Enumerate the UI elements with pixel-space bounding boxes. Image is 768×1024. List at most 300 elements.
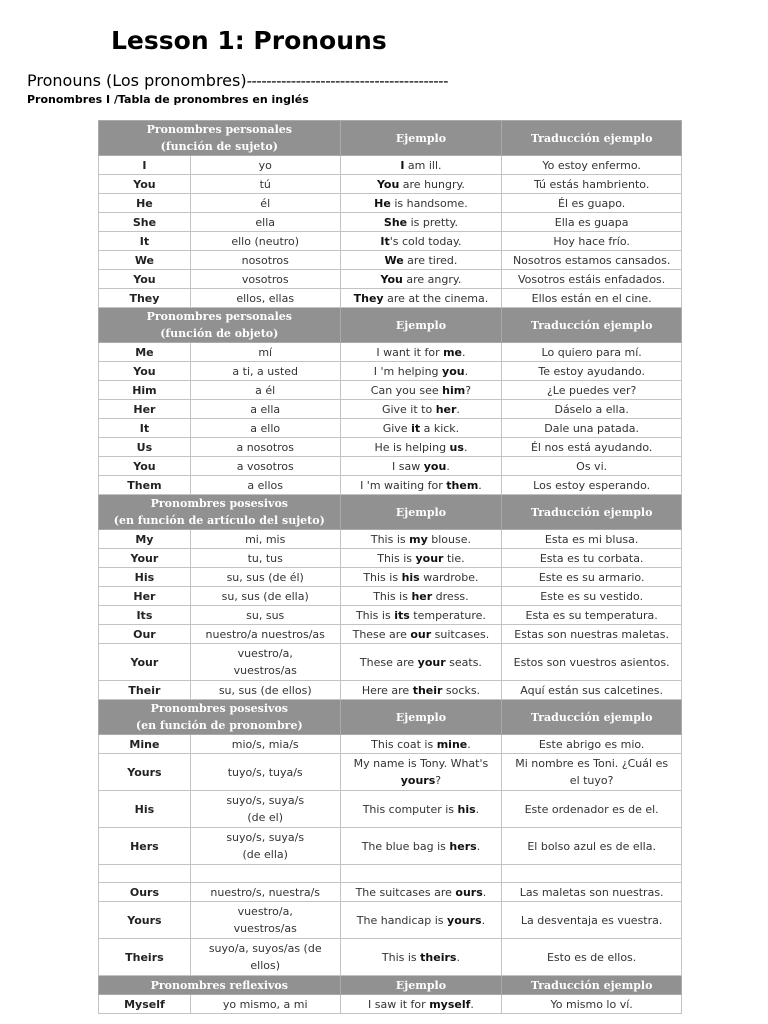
translation-cell [502, 530, 682, 549]
translation-line: Aquí están sus calcetines. [520, 683, 664, 697]
example-cell [340, 213, 502, 232]
column-header-example: Ejemplo [340, 976, 502, 995]
pronoun-cell: Your [99, 644, 191, 681]
example-text: This is [355, 608, 395, 622]
meaning-cell [190, 681, 340, 700]
translation-cell [502, 644, 682, 681]
meaning-line: mio/s, mia/s [231, 737, 299, 751]
table-row [99, 681, 682, 700]
table-row [99, 400, 682, 419]
example-text: Here are [361, 683, 413, 697]
meaning-line: ella [255, 215, 276, 229]
example-text: The handicap is [356, 913, 448, 927]
example-pronoun: you [423, 459, 447, 473]
example-text: are at the cinema. [383, 291, 489, 305]
example-text: This is [363, 570, 402, 584]
meaning-line: a él [255, 383, 276, 397]
table-row [99, 995, 682, 1014]
example-pronoun: He [374, 196, 391, 210]
example-text: These are [352, 627, 411, 641]
example-pronoun: I [400, 158, 405, 172]
example-pronoun: their [412, 683, 443, 697]
translation-line: Ellos están en el cine. [531, 291, 652, 305]
pronoun-cell: She [99, 213, 191, 232]
page-title: Lesson 1: Pronouns [111, 26, 387, 55]
meaning-cell [190, 568, 340, 587]
meaning-line: su, sus (de él) [226, 570, 304, 584]
example-pronoun: theirs [420, 950, 457, 964]
translation-line: El bolso azul es de ella. [527, 839, 656, 853]
section-header-row [99, 121, 682, 156]
example-cell [340, 549, 502, 568]
example-pronoun: mine [436, 737, 468, 751]
example-text: . [446, 459, 450, 473]
pronoun-cell: I [99, 156, 191, 175]
example-pronoun: his [457, 802, 476, 816]
table-row [99, 194, 682, 213]
meaning-line: tu, tus [247, 551, 283, 565]
column-header-translation: Traducción ejemplo [502, 700, 682, 735]
example-text: temperature. [409, 608, 486, 622]
section-title-line: Pronombres posesivos [150, 702, 288, 715]
meaning-line: a nosotros [236, 440, 294, 454]
translation-line: el tuyo? [569, 774, 614, 787]
pronoun-cell: It [99, 232, 191, 251]
example-text: This is [381, 950, 421, 964]
example-cell [340, 232, 502, 251]
pronoun-table [98, 120, 682, 1014]
table-row [99, 606, 682, 625]
translation-cell [502, 587, 682, 606]
translation-line: Dale una patada. [544, 421, 639, 435]
example-cell [340, 400, 502, 419]
example-text: . [456, 402, 460, 416]
example-cell [340, 791, 502, 828]
translation-line: Él es guapo. [558, 196, 626, 210]
column-header-translation: Traducción ejemplo [502, 495, 682, 530]
example-cell [340, 175, 502, 194]
table-row [99, 644, 682, 681]
example-cell [340, 194, 502, 213]
section-title-cell [99, 700, 341, 735]
meaning-cell [190, 625, 340, 644]
example-text: 's cold today. [389, 234, 462, 248]
example-cell [340, 587, 502, 606]
example-cell [340, 568, 502, 587]
example-pronoun: myself [429, 997, 471, 1011]
translation-cell [502, 995, 682, 1014]
pronoun-table-body [99, 121, 682, 1014]
example-pronoun: yours [400, 774, 436, 787]
section-title-line: Pronombres personales [146, 123, 292, 136]
example-pronoun: It [380, 234, 390, 248]
example-pronoun: them [446, 478, 479, 492]
pronoun-cell: Mine [99, 735, 191, 754]
table-row [99, 549, 682, 568]
meaning-line: vuestros/as [233, 664, 297, 677]
section-title-cell [99, 308, 341, 343]
translation-cell [502, 270, 682, 289]
example-text: am ill. [404, 158, 442, 172]
translation-cell [502, 213, 682, 232]
example-cell [340, 251, 502, 270]
example-cell [340, 681, 502, 700]
example-text: These are [359, 655, 418, 669]
section-title-line: (en función de pronombre) [135, 719, 303, 732]
translation-line: Yo estoy enfermo. [542, 158, 641, 172]
meaning-cell [190, 419, 340, 438]
example-cell [340, 902, 502, 939]
column-header-example: Ejemplo [340, 308, 502, 343]
example-text: The suitcases are [355, 885, 456, 899]
translation-cell [502, 568, 682, 587]
example-text: ? [435, 774, 442, 787]
translation-cell [502, 606, 682, 625]
example-cell [340, 289, 502, 308]
example-pronoun: hers [449, 839, 477, 853]
translation-line: Dáselo a ella. [554, 402, 629, 416]
translation-line: Las maletas son nuestras. [519, 885, 664, 899]
meaning-cell [190, 270, 340, 289]
table-row [99, 735, 682, 754]
meaning-line: él [260, 196, 271, 210]
meaning-cell [190, 828, 340, 865]
pronoun-cell: Them [99, 476, 191, 495]
example-pronoun: you [442, 364, 465, 378]
pronoun-cell: It [99, 419, 191, 438]
example-cell [340, 270, 502, 289]
table-row [99, 270, 682, 289]
example-text: a kick. [420, 421, 460, 435]
pronoun-cell: Their [99, 681, 191, 700]
table-row [99, 828, 682, 865]
example-text: socks. [442, 683, 481, 697]
pronoun-cell: His [99, 568, 191, 587]
example-pronoun: She [383, 215, 408, 229]
table-row [99, 902, 682, 939]
table-row [99, 939, 682, 976]
example-cell [340, 476, 502, 495]
section-header-row [99, 976, 682, 995]
translation-line: Estas son nuestras maletas. [514, 627, 669, 641]
meaning-cell [190, 232, 340, 251]
meaning-line: vosotros [241, 272, 289, 286]
meaning-line: tuyo/s, tuya/s [227, 765, 303, 779]
example-cell [340, 625, 502, 644]
meaning-cell [190, 644, 340, 681]
meaning-line: tú [259, 177, 271, 191]
meaning-line: a ella [250, 402, 281, 416]
translation-cell [502, 381, 682, 400]
example-text: I 'm helping [373, 364, 443, 378]
example-pronoun: her [435, 402, 457, 416]
column-header-example: Ejemplo [340, 700, 502, 735]
example-text: dress. [432, 589, 469, 603]
column-header-example: Ejemplo [340, 121, 502, 156]
pronoun-cell: He [99, 194, 191, 213]
section-header-row [99, 495, 682, 530]
example-pronoun: our [410, 627, 432, 641]
section-heading-text: Pronouns (Los pronombres) [27, 71, 247, 90]
table-row [99, 883, 682, 902]
meaning-line: su, sus (de ellos) [218, 683, 312, 697]
example-cell [340, 644, 502, 681]
meaning-cell [190, 457, 340, 476]
pronoun-cell: Yours [99, 754, 191, 791]
example-text: . [467, 737, 471, 751]
pronoun-cell: You [99, 270, 191, 289]
translation-cell [502, 175, 682, 194]
example-text: The blue bag is [361, 839, 450, 853]
section-heading-rule: ----------------------------------------- [246, 72, 449, 90]
pronoun-cell: Theirs [99, 939, 191, 976]
example-text: are hungry. [399, 177, 465, 191]
example-text: I 'm waiting for [360, 478, 447, 492]
translation-line: Te estoy ayudando. [538, 364, 645, 378]
translation-cell [502, 681, 682, 700]
example-text: . [462, 345, 466, 359]
meaning-line: yo [258, 158, 272, 172]
table-row [99, 213, 682, 232]
table-row [99, 289, 682, 308]
example-cell [340, 419, 502, 438]
translation-cell [502, 902, 682, 939]
translation-cell [502, 625, 682, 644]
pronoun-cell: Myself [99, 995, 191, 1014]
table-row [99, 754, 682, 791]
meaning-line: ellos) [250, 959, 281, 972]
translation-line: Vosotros estáis enfadados. [518, 272, 666, 286]
pronoun-cell: Our [99, 625, 191, 644]
translation-cell [502, 438, 682, 457]
translation-cell [502, 457, 682, 476]
example-text: suitcases. [431, 627, 490, 641]
section-title-line: (en función de artículo del sujeto) [113, 514, 325, 527]
example-pronoun: his [401, 570, 420, 584]
pronoun-cell: Her [99, 587, 191, 606]
meaning-cell [190, 791, 340, 828]
example-text: . [475, 802, 480, 816]
section-header-row [99, 700, 682, 735]
meaning-cell [190, 289, 340, 308]
example-text: . [464, 364, 469, 378]
example-text: are tired. [403, 253, 458, 267]
example-cell [340, 381, 502, 400]
column-header-translation: Traducción ejemplo [502, 121, 682, 156]
translation-cell [502, 865, 682, 883]
example-text: . [456, 950, 460, 964]
table-row [99, 175, 682, 194]
example-cell [340, 530, 502, 549]
translation-cell [502, 289, 682, 308]
example-cell [340, 343, 502, 362]
translation-cell [502, 419, 682, 438]
example-text: I saw [392, 459, 424, 473]
section-title-cell [99, 121, 341, 156]
example-pronoun: us [449, 440, 464, 454]
meaning-line: mi, mis [245, 532, 286, 546]
translation-line: Este es su vestido. [540, 589, 644, 603]
example-text: . [470, 997, 474, 1011]
example-text: This is [370, 532, 410, 546]
pronoun-cell: Your [99, 549, 191, 568]
meaning-line: nosotros [241, 253, 289, 267]
meaning-line: ello (neutro) [231, 234, 300, 248]
translation-line: Mi nombre es Toni. ¿Cuál es [515, 757, 669, 770]
table-row [99, 419, 682, 438]
example-pronoun: your [417, 655, 446, 669]
example-text: This coat is [371, 737, 437, 751]
translation-cell [502, 883, 682, 902]
translation-line: Estos son vuestros asientos. [513, 655, 670, 669]
translation-line: ¿Le puedes ver? [546, 383, 637, 397]
pronoun-cell: You [99, 362, 191, 381]
example-cell [340, 156, 502, 175]
section-header-row [99, 308, 682, 343]
pronoun-cell: You [99, 175, 191, 194]
pronoun-cell: They [99, 289, 191, 308]
pronoun-cell: His [99, 791, 191, 828]
meaning-line: suyo/s, suya/s [226, 794, 305, 807]
translation-cell [502, 251, 682, 270]
column-header-example: Ejemplo [340, 495, 502, 530]
example-pronoun: They [353, 291, 384, 305]
example-text: . [478, 478, 482, 492]
example-text: He is helping [374, 440, 450, 454]
section-title-cell [99, 976, 341, 995]
translation-line: Este abrigo es mio. [538, 737, 645, 751]
example-text: are angry. [402, 272, 462, 286]
translation-line: Yo mismo lo ví. [550, 997, 633, 1011]
example-cell [340, 457, 502, 476]
example-text: My name is Tony. What's [353, 757, 489, 770]
translation-cell [502, 735, 682, 754]
translation-cell [502, 362, 682, 381]
meaning-cell [190, 381, 340, 400]
example-text: ? [465, 383, 472, 397]
meaning-cell [190, 939, 340, 976]
example-text: I saw it for [367, 997, 430, 1011]
meaning-cell [190, 476, 340, 495]
table-row [99, 156, 682, 175]
example-cell [340, 362, 502, 381]
meaning-cell [190, 995, 340, 1014]
section-title-line: Pronombres posesivos [150, 497, 288, 510]
example-text: blouse. [427, 532, 471, 546]
pronoun-cell: Yours [99, 902, 191, 939]
translation-cell [502, 754, 682, 791]
example-text: This computer is [362, 802, 458, 816]
table-row [99, 530, 682, 549]
meaning-cell [190, 251, 340, 270]
table-row [99, 865, 682, 883]
example-text: tie. [443, 551, 465, 565]
translation-line: Nosotros estamos cansados. [512, 253, 671, 267]
meaning-line: ellos, ellas [236, 291, 295, 305]
meaning-cell [190, 606, 340, 625]
pronoun-cell: Its [99, 606, 191, 625]
pronoun-cell: Her [99, 400, 191, 419]
meaning-cell [190, 754, 340, 791]
meaning-cell [190, 883, 340, 902]
translation-line: Esta es su temperatura. [525, 608, 658, 622]
example-text: Give it to [381, 402, 436, 416]
pronoun-cell: My [99, 530, 191, 549]
section-heading [27, 71, 448, 90]
meaning-cell [190, 865, 340, 883]
pronoun-cell: Ours [99, 883, 191, 902]
translation-cell [502, 232, 682, 251]
translation-line: Los estoy esperando. [533, 478, 651, 492]
column-header-translation: Traducción ejemplo [502, 976, 682, 995]
meaning-cell [190, 549, 340, 568]
example-pronoun: ours [455, 885, 483, 899]
translation-line: Esta es tu corbata. [539, 551, 644, 565]
example-pronoun: him [442, 383, 466, 397]
pronoun-cell: Him [99, 381, 191, 400]
meaning-line: a vosotros [236, 459, 294, 473]
example-text: wardrobe. [419, 570, 479, 584]
example-cell [340, 438, 502, 457]
translation-line: Este es su armario. [538, 570, 645, 584]
meaning-line: su, sus [246, 608, 285, 622]
meaning-line: a ti, a usted [232, 364, 299, 378]
pronoun-cell: Me [99, 343, 191, 362]
pronoun-cell: We [99, 251, 191, 270]
table-row [99, 232, 682, 251]
example-cell [340, 865, 502, 883]
translation-cell [502, 156, 682, 175]
meaning-line: a ellos [247, 478, 283, 492]
meaning-line: a ello [250, 421, 281, 435]
example-pronoun: its [394, 608, 410, 622]
table-row [99, 438, 682, 457]
example-text: is handsome. [390, 196, 468, 210]
example-text: . [482, 885, 487, 899]
table-row [99, 791, 682, 828]
pronoun-cell: You [99, 457, 191, 476]
translation-line: Lo quiero para mí. [541, 345, 642, 359]
table-row [99, 587, 682, 606]
meaning-line: nuestro/s, nuestra/s [210, 885, 321, 899]
example-text: seats. [445, 655, 482, 669]
meaning-line: vuestro/a, [237, 647, 293, 660]
table-caption: Pronombres I /Tabla de pronombres en inglés [27, 93, 309, 106]
section-title-line: (función de sujeto) [160, 140, 278, 153]
example-cell [340, 606, 502, 625]
translation-line: Ella es guapa [554, 215, 629, 229]
translation-cell [502, 400, 682, 419]
meaning-line: suyo/s, suya/s [226, 831, 305, 844]
table-row [99, 625, 682, 644]
example-text: . [463, 440, 468, 454]
meaning-line: nuestro/a nuestros/as [205, 627, 325, 641]
table-row [99, 381, 682, 400]
example-text: Can you see [370, 383, 443, 397]
meaning-cell [190, 902, 340, 939]
table-row [99, 362, 682, 381]
meaning-cell [190, 213, 340, 232]
meaning-line: mí [258, 345, 273, 359]
example-text: Give [382, 421, 412, 435]
table-row [99, 251, 682, 270]
meaning-line: (de el) [247, 811, 284, 824]
example-pronoun: your [415, 551, 444, 565]
meaning-cell [190, 156, 340, 175]
pronoun-cell: Us [99, 438, 191, 457]
table-row [99, 476, 682, 495]
pronoun-cell [99, 865, 191, 883]
